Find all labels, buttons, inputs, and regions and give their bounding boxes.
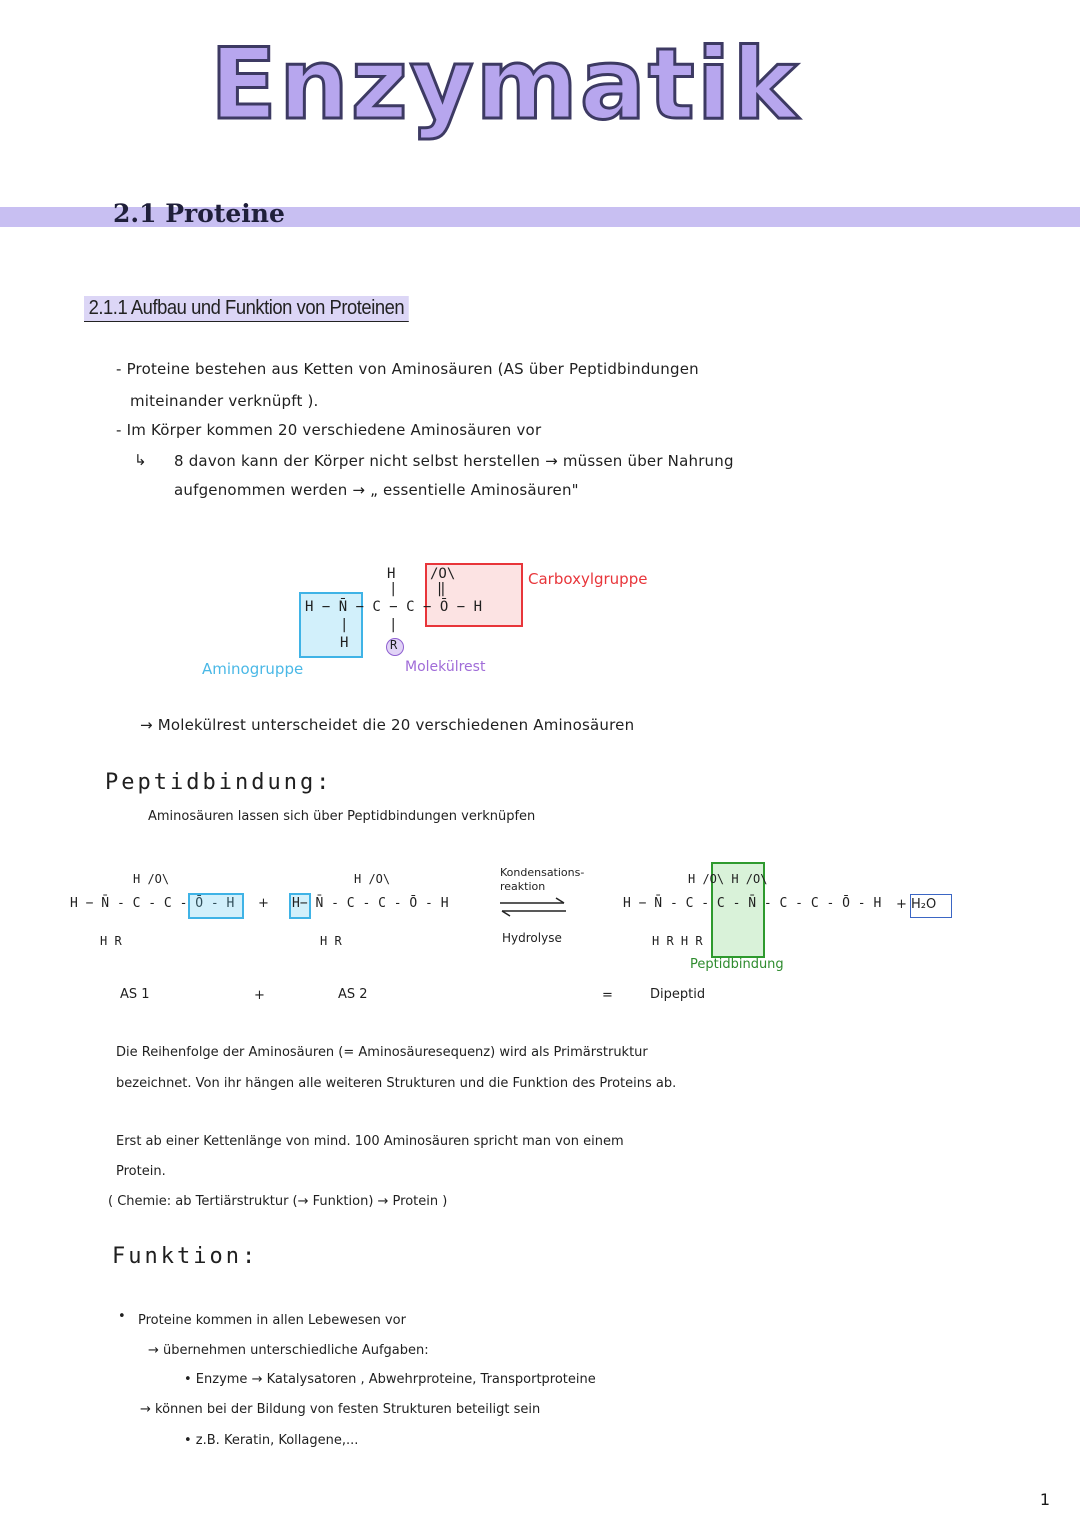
page-title: Enzymatik xyxy=(210,28,800,142)
hydrolysis-label: Hydrolyse xyxy=(502,931,562,945)
as2-label: AS 2 xyxy=(338,987,368,1002)
peptide-bond-label: Peptidbindung xyxy=(690,957,784,972)
function-heading: Funktion: xyxy=(112,1244,259,1269)
residue-note: → Molekülrest unterscheidet die 20 verschiedenen Aminosäuren xyxy=(140,716,635,734)
dipeptide-formula: H − N̄ - C - C - N̄ - C - C - Ō - H xyxy=(623,896,882,911)
as2-bottom-atoms: H R xyxy=(320,934,342,948)
function-line: • z.B. Keratin, Kollagene,... xyxy=(184,1433,359,1448)
as2-formula: H− N̄ - C - C - Ō - H xyxy=(292,896,449,911)
atom-h: H xyxy=(340,635,349,651)
as1-top-atoms: H /O\ xyxy=(133,872,170,886)
primary-line: bezeichnet. Von ihr hängen alle weiteren Strukturen und die Funktion des Proteins ab. xyxy=(116,1076,677,1091)
subsection-title: 2.1.1 Aufbau und Funktion von Proteinen xyxy=(84,296,409,322)
intro-line: aufgenommen werden → „ essentielle Aminosäuren" xyxy=(174,481,579,499)
as1-bottom-atoms: H R xyxy=(100,934,122,948)
function-line: → können bei der Bildung von festen Strukturen beteiligt sein xyxy=(140,1402,541,1417)
function-line: Proteine kommen in allen Lebewesen vor xyxy=(138,1313,406,1328)
equilibrium-arrow-icon xyxy=(498,896,568,918)
water-label: + H₂O xyxy=(896,897,937,912)
bullet-icon: • xyxy=(118,1309,126,1324)
function-line: • Enzyme → Katalysatoren , Abwehrproteine, Transportproteine xyxy=(184,1372,596,1387)
amino-label: Aminogruppe xyxy=(202,660,304,678)
intro-line: - Proteine bestehen aus Ketten von Aminosäuren (AS über Peptidbindungen xyxy=(116,360,699,378)
as1-formula: H − N̄ - C - C - Ō - H xyxy=(70,896,235,911)
bond: ‖ xyxy=(437,581,446,597)
atom-o: /O\ xyxy=(430,566,456,582)
primary-line: Die Reihenfolge der Aminosäuren (= Aminosäuresequenz) wird als Primärstruktur xyxy=(116,1045,648,1060)
equals-sign: = xyxy=(602,988,613,1003)
condensation-label: reaktion xyxy=(500,880,546,893)
atom-r: R xyxy=(390,638,398,652)
as2-top-atoms: H /O\ xyxy=(354,872,391,886)
intro-line: miteinander verknüpft ). xyxy=(130,392,319,410)
intro-line: 8 davon kann der Körper nicht selbst herstellen → müssen über Nahrung xyxy=(174,452,734,470)
arrow-icon: ↳ xyxy=(134,451,147,469)
plus-sign: + xyxy=(258,896,269,911)
peptide-heading: Peptidbindung: xyxy=(105,770,333,795)
plus-sign: + xyxy=(254,988,265,1003)
chain-line: ( Chemie: ab Tertiärstruktur (→ Funktion) → Protein ) xyxy=(108,1194,448,1209)
section-title: 2.1 Proteine xyxy=(113,199,285,228)
page-number: 1 xyxy=(1039,1490,1050,1509)
dipeptide-bottom-atoms: H R H R xyxy=(652,934,703,948)
bond: | xyxy=(340,617,349,633)
dipeptide-top-atoms: H /O\ H /O\ xyxy=(688,872,768,886)
chain-line: Protein. xyxy=(116,1164,166,1179)
atom-h: H xyxy=(387,566,396,582)
chain-line: Erst ab einer Kettenlänge von mind. 100 Aminosäuren spricht man von einem xyxy=(116,1134,624,1149)
oh-box xyxy=(188,893,244,919)
as1-label: AS 1 xyxy=(120,987,150,1002)
condensation-label: Kondensations- xyxy=(500,866,585,879)
carboxyl-label: Carboxylgruppe xyxy=(528,570,648,588)
bond: | xyxy=(389,617,398,633)
amino-formula: H − N̄ − C − C − Ō − H xyxy=(305,599,483,615)
dipeptide-label: Dipeptid xyxy=(650,987,706,1002)
bond: | xyxy=(389,581,398,597)
intro-line: - Im Körper kommen 20 verschiedene Aminosäuren vor xyxy=(116,421,542,439)
residue-label: Molekülrest xyxy=(405,659,486,675)
function-line: → übernehmen unterschiedliche Aufgaben: xyxy=(148,1343,429,1358)
peptide-text: Aminosäuren lassen sich über Peptidbindungen verknüpfen xyxy=(148,809,536,824)
